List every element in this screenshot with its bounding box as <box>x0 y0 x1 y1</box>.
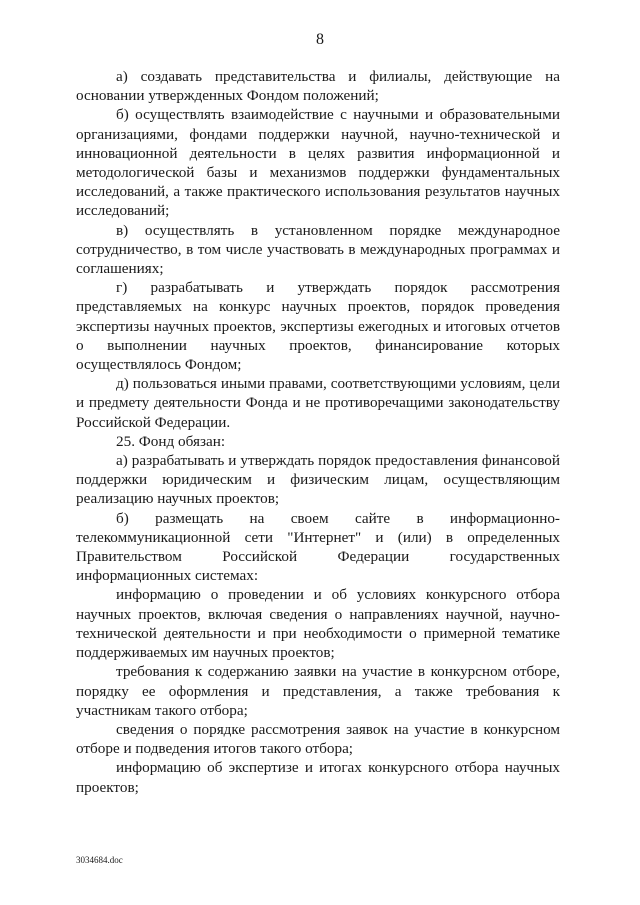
paragraph-item-g-review-procedure: г) разрабатывать и утверждать порядок рассмотрения представляемых на конкурс научных проектов, порядок проведения экспертизы научных проектов, экспертизы ежегодных и итоговых отчетов о выполнении научных проектов, финансирование которых осуществлялось Фондом; <box>76 279 560 374</box>
paragraph-info-competition: информацию о проведении и об условиях конкурсного отбора научных проектов, включая сведения о направлениях научной, научно-технической деятельности и при необходимости о примерной тематике поддерживаемых им научных проектов; <box>76 586 560 662</box>
document-filename: 3034684.doc <box>76 855 123 865</box>
paragraph-item-v-international: в) осуществлять в установленном порядке международное сотрудничество, в том числе участвовать в международных программах и соглашениях; <box>76 221 560 278</box>
paragraph-application-requirements: требования к содержанию заявки на участие в конкурсном отборе, порядку ее оформления и представления, а также требования к участникам такого отбора; <box>76 663 560 719</box>
paragraph-duty-a-financial-support: а) разрабатывать и утверждать порядок предоставления финансовой поддержки юридическим и физическим лицам, осуществляющим реализацию научных проектов; <box>76 452 560 508</box>
paragraph-review-procedure: сведения о порядке рассмотрения заявок на участие в конкурсном отборе и подведения итогов такого отбора; <box>76 720 560 758</box>
paragraph-item-d-other-rights: д) пользоваться иными правами, соответствующими условиям, цели и предмету деятельности Фонда и не противоречащими законодательству Российской Федерации. <box>76 375 560 431</box>
page-number: 8 <box>316 31 324 48</box>
paragraph-item-a-offices: а) создавать представительства и филиалы, действующие на основании утвержденных Фондом положений; <box>76 68 560 105</box>
paragraph-duty-b-publish: б) размещать на своем сайте в информационно-телекоммуникационной сети "Интернет" и (или) в определенных Правительством Российской Федерации государственных информационных системах: <box>76 509 560 585</box>
paragraph-item-b-cooperation: б) осуществлять взаимодействие с научными и образовательными организациями, фондами поддержки научной, научно-технической и инновационной деятельности в целях развития информационной и методологической базы и механизмов поддержки фундаментальных исследований, а также практического использования результатов научных исследований; <box>76 106 560 220</box>
document-body <box>76 67 560 797</box>
paragraph-section-25-heading: 25. Фонд обязан: <box>116 432 226 450</box>
paragraph-expertise-results: информацию об экспертизе и итогах конкурсного отбора научных проектов; <box>76 759 560 796</box>
